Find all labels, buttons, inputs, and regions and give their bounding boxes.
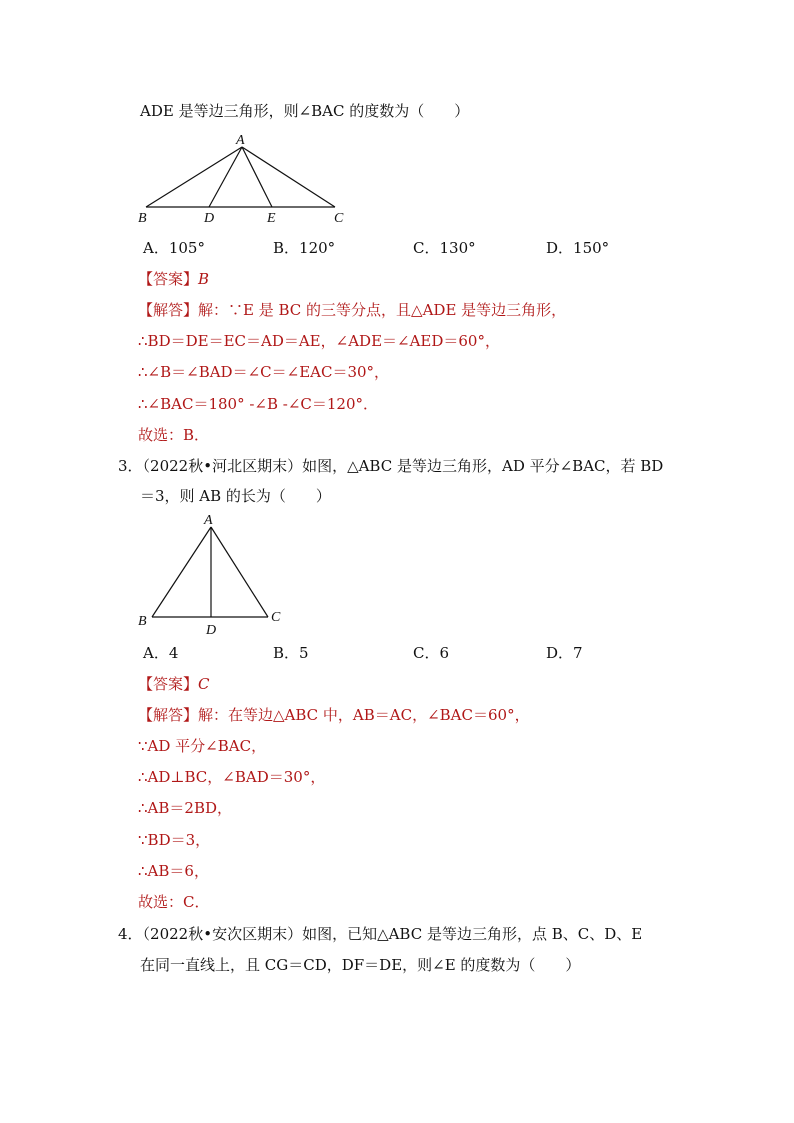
q2-solution-line-2: ∴BD＝DE＝EC＝AD＝AE，∠ADE＝∠AED＝60°， — [138, 332, 500, 350]
q3-label-a: A — [204, 513, 213, 528]
q2-triangle-figure — [135, 130, 355, 230]
q3-solution-line-1: 【解答】解：在等边△ABC 中，AB＝AC，∠BAC＝60°， — [138, 706, 530, 724]
q3-solution-line-2: ∵AD 平分∠BAC， — [138, 737, 267, 755]
q3-solution-label: 【解答】 — [138, 706, 199, 724]
q2-label-b: B — [138, 211, 147, 226]
q3-solution-line-6: ∴AB＝6， — [138, 862, 209, 880]
q2-choice-b: B．120° — [273, 239, 336, 257]
q3-choice-c: C．6 — [413, 644, 450, 662]
q2-solution-label: 【解答】 — [138, 301, 199, 319]
q2-label-e: E — [267, 211, 276, 226]
q3-choice-b: B．5 — [273, 644, 309, 662]
q2-label-c: C — [334, 211, 344, 226]
q3-choice-a: A．4 — [143, 644, 179, 662]
q3-solution-line-3: ∴AD⊥BC，∠BAD＝30°， — [138, 768, 326, 786]
q2-solution-line-1: 【解答】解：∵E 是 BC 的三等分点，且△ADE 是等边三角形， — [138, 301, 567, 319]
q3-solution-line-7: 故选：C． — [138, 893, 210, 911]
q4-stem-line-1: 4．（2022秋•安次区期末）如图，已知△ABC 是等边三角形，点 B、C、D、E — [118, 925, 643, 943]
q3-stem-line-2: ＝3，则 AB 的长为（ ） — [140, 487, 331, 505]
q3-choice-d: D．7 — [546, 644, 583, 662]
q3-answer — [138, 674, 210, 694]
q2-choice-a: A．105° — [143, 239, 205, 257]
q2-stem-tail: ADE 是等边三角形，则∠BAC 的度数为（ ） — [140, 102, 470, 120]
q3-answer-value: C — [198, 675, 210, 693]
q3-solution-line-4: ∴AB＝2BD， — [138, 799, 232, 817]
q2-answer-value: B — [198, 270, 210, 288]
q3-label-c: C — [271, 610, 281, 625]
q2-label-d: D — [204, 211, 215, 226]
q2-choice-c: C．130° — [413, 239, 476, 257]
q4-stem-line-2: 在同一直线上，且 CG＝CD，DF＝DE，则∠E 的度数为（ ） — [140, 956, 581, 974]
q2-choice-d: D．150° — [546, 239, 610, 257]
q2-solution-line-3: ∴∠B＝∠BAD＝∠C＝∠EAC＝30°， — [138, 363, 390, 381]
q3-answer-label: 【答案】 — [138, 675, 199, 693]
q2-solution-line-4: ∴∠BAC＝180° -∠B -∠C＝120°． — [138, 395, 379, 413]
q3-triangle-figure — [133, 510, 293, 640]
q3-solution-line-5: ∵BD＝3， — [138, 831, 211, 849]
q2-answer-label: 【答案】 — [138, 270, 199, 288]
q3-stem-line-1: 3．（2022秋•河北区期末）如图，△ABC 是等边三角形，AD 平分∠BAC，若 BD — [118, 457, 664, 475]
q3-label-d: D — [206, 623, 217, 638]
q2-answer — [138, 269, 209, 289]
q2-label-a: A — [236, 133, 245, 148]
q2-solution-line-5: 故选：B． — [138, 426, 210, 444]
q3-label-b: B — [138, 614, 147, 629]
